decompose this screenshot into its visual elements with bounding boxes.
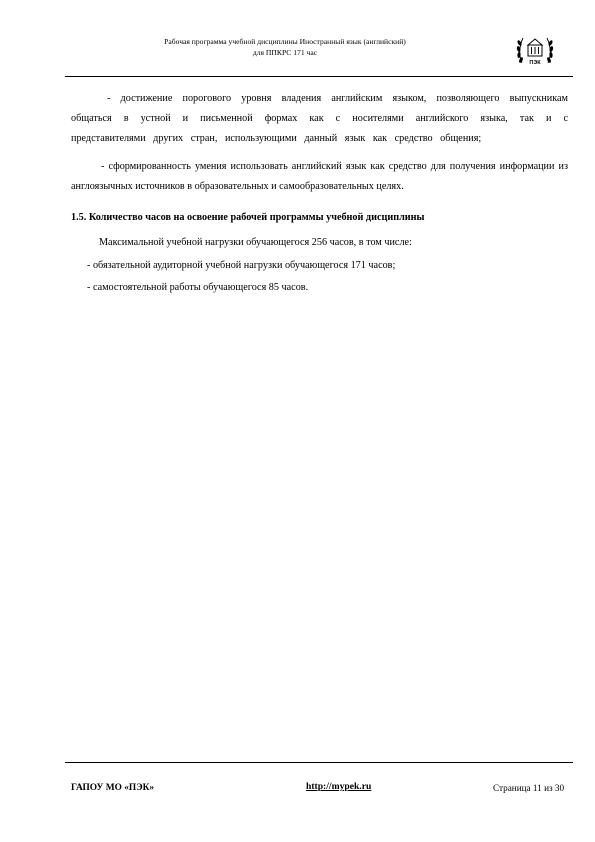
logo-lettering: ПЭК (529, 60, 541, 66)
hours-classroom-load: - обязательной аудиторной учебной нагрузки обучающегося 171 часов; (87, 260, 396, 271)
hours-max-load: Максимальной учебной нагрузки обучающегося 256 часов, в том числе: (99, 237, 412, 248)
footer-website-link[interactable]: http://mypek.ru (306, 781, 372, 792)
paragraph-goal-information: - сформированность умения использовать английский язык как средство для получения информации из англоязычных источников в образовательных и самообразовательных целях. (71, 161, 568, 192)
college-emblem-logo (514, 29, 556, 71)
footer-page-number: Страница 11 из 30 (493, 783, 565, 793)
section-heading-hours: 1.5. Количество часов на освоение рабочей программы учебной дисциплины (71, 212, 425, 223)
page-header (120, 36, 450, 58)
header-line-1: Рабочая программа учебной дисциплины Иностранный язык (английский) (164, 37, 406, 46)
hours-independent-work: - самостоятельной работы обучающегося 85 часов. (87, 282, 309, 293)
paragraph-goal-threshold: - достижение порогового уровня владения английским языком, позволяющего выпускникам общаться в устной и письменной формах как с носителями английского языка, так и с представителями других стран, использующими данный язык как средство общения; (71, 93, 568, 144)
footer-organization: ГАПОУ МО «ПЭК» (71, 783, 155, 793)
footer-divider (65, 762, 573, 763)
header-line-2: для ППКРС 171 час (252, 48, 318, 57)
header-divider (65, 76, 573, 77)
